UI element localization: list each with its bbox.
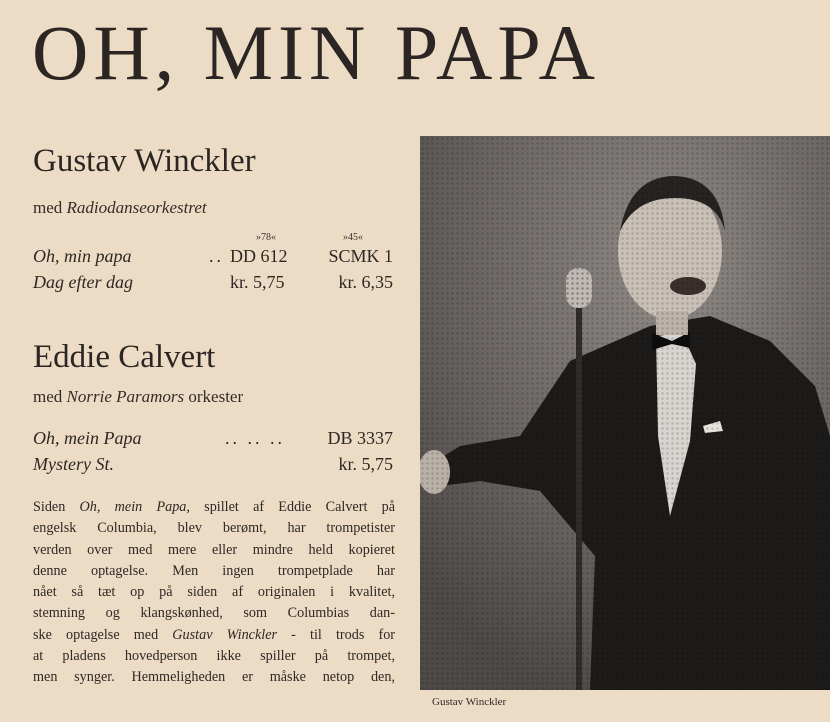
singer-photo (420, 136, 830, 690)
body-line: verden over med mere eller mindre held kopieret (33, 541, 395, 558)
body-line: at pladens hovedperson ikke spiller på trompet, (33, 648, 395, 665)
orchestra-name: Radiodanseorkestret (66, 198, 207, 217)
body-line: engelsk Columbia, blev berømt, har trompetister (33, 520, 395, 537)
body-line: men synger. Hemmeligheden er måske netop den, (33, 669, 395, 686)
article-body (33, 497, 395, 689)
artist-name-gustav: Gustav Winckler (33, 143, 256, 179)
record-row (33, 454, 393, 476)
orchestra-name: Norrie Paramors (66, 387, 185, 406)
format-78-label: »78« (256, 232, 276, 243)
body-line: denne optagelse. Men ingen trompetplade har (33, 562, 395, 579)
page-title: OH, MIN PAPA (32, 9, 600, 96)
body-line: stemning og klangskønhed, som Columbias dan- (33, 605, 395, 622)
with-prefix: med (33, 387, 63, 406)
body-line: ske optagelse med Gustav Winckler - til trods for (33, 626, 396, 643)
record-row (33, 246, 393, 268)
photo-caption: Gustav Winckler (432, 696, 507, 708)
with-prefix: med (33, 198, 63, 217)
catalog-number: DB 3337 (327, 428, 393, 448)
artist-name-eddie: Eddie Calvert (33, 339, 216, 375)
record-row (33, 272, 393, 294)
body-line: nået så tæt op på siden af originalen i kvalitet, (33, 584, 395, 601)
song-title: Dag efter dag (33, 272, 133, 292)
orchestra-suffix: orkester (188, 387, 244, 406)
price-78: kr. 5,75 (230, 272, 285, 292)
catalog-78: DD 612 (230, 246, 288, 266)
catalog-45: SCMK 1 (328, 246, 393, 266)
song-title: Oh, min papa (33, 246, 132, 266)
price: kr. 5,75 (338, 454, 393, 474)
record-row (33, 428, 393, 450)
body-line: Siden Oh, mein Papa, spillet af Eddie Calvert på (33, 499, 395, 515)
leader-dots: .. (209, 246, 224, 266)
leader-dots: .. .. .. (225, 428, 285, 448)
song-title: Oh, mein Papa (33, 428, 142, 448)
song-title: Mystery St. (33, 454, 114, 474)
price-45: kr. 6,35 (338, 272, 393, 292)
format-45-label: »45« (343, 232, 363, 243)
orchestra-credit-gustav (33, 198, 207, 218)
orchestra-credit-eddie (33, 387, 243, 407)
